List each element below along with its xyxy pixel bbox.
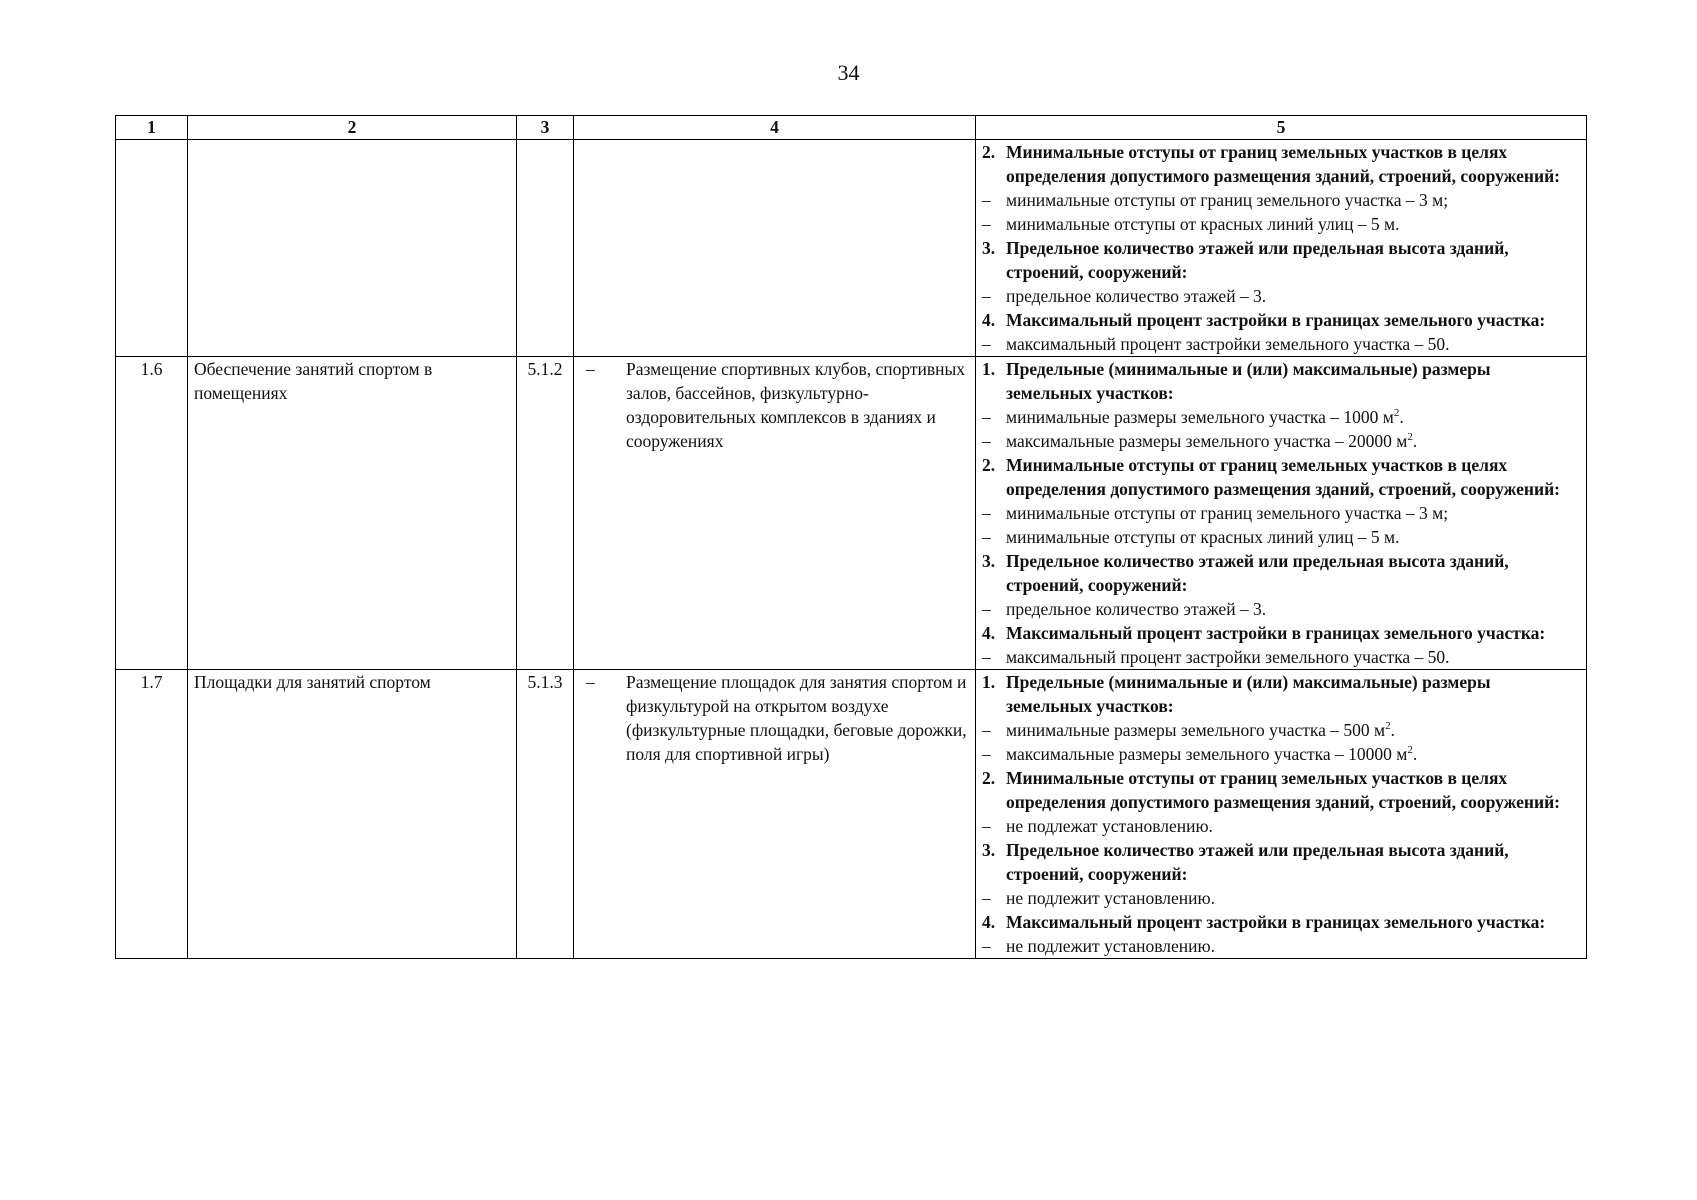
parameter-value-text: минимальные размеры земельного участка – 500 $м^2$. (1006, 720, 1395, 740)
description-text: Размещение спортивных клубов, спортивных залов, бассейнов, физкультурно-оздоровительных комплексов в зданиях и сооружениях (626, 359, 966, 451)
land-use-name: Обеспечение занятий спортом в помещениях (188, 357, 517, 670)
parameter-value (982, 742, 1580, 766)
parameter-title: Минимальные отступы от границ земельных участков в целях определения допустимого размещения зданий, строений, сооружений: (1006, 768, 1560, 812)
parameter-number: 3. (982, 238, 996, 258)
header-col-5: 5 (976, 116, 1587, 140)
parameter-number: 4. (982, 623, 996, 643)
table-row (116, 357, 1587, 670)
parameter-value (982, 405, 1580, 429)
parameter-value (982, 814, 1580, 838)
parameter-title: Максимальный процент застройки в границах земельного участка: (1006, 912, 1546, 932)
parameter-title: Максимальный процент застройки в границах земельного участка: (1006, 310, 1546, 330)
land-use-description (574, 140, 976, 357)
dash-bullet: – (586, 672, 595, 692)
parameter-value-text: максимальные размеры земельного участка – 10000 $м^2$. (1006, 744, 1418, 764)
parameter-value (982, 332, 1580, 356)
dash-bullet: – (982, 527, 991, 547)
parameter-number: 4. (982, 912, 996, 932)
parameter-value (982, 597, 1580, 621)
parameter-value (982, 501, 1580, 525)
parameter-heading (982, 453, 1580, 501)
dash-bullet: – (982, 936, 991, 956)
page-number: 34 (837, 60, 860, 85)
parameter-title: Минимальные отступы от границ земельных участков в целях определения допустимого размещения зданий, строений, сооружений: (1006, 142, 1560, 186)
parameter-number: 1. (982, 672, 996, 692)
land-use-description (574, 670, 976, 959)
parameter-value-text: не подлежат установлению. (1006, 816, 1213, 836)
parameter-heading (982, 236, 1580, 284)
dash-bullet: – (982, 190, 991, 210)
land-use-code (517, 140, 574, 357)
parameter-value (982, 886, 1580, 910)
land-use-code: 5.1.3 (517, 670, 574, 959)
regulations-table (115, 115, 1587, 959)
parameter-value (982, 284, 1580, 308)
parameter-number: 2. (982, 455, 996, 475)
dash-bullet: – (982, 214, 991, 234)
dash-bullet: – (982, 599, 991, 619)
parameter-heading (982, 621, 1580, 645)
land-use-code: 5.1.2 (517, 357, 574, 670)
parameter-value-text: максимальный процент застройки земельного участка – 50. (1006, 334, 1450, 354)
parameter-number: 3. (982, 551, 996, 571)
description-item (580, 670, 969, 766)
dash-bullet: – (982, 431, 991, 451)
dash-bullet: – (982, 647, 991, 667)
header-col-1: 1 (116, 116, 188, 140)
land-use-description (574, 357, 976, 670)
parameter-title: Предельное количество этажей или предельная высота зданий, строений, сооружений: (1006, 840, 1509, 884)
table-row (116, 140, 1587, 357)
parameter-value-text: не подлежит установлению. (1006, 936, 1215, 956)
dash-bullet: – (982, 720, 991, 740)
row-number: 1.7 (116, 670, 188, 959)
parameter-number: 2. (982, 768, 996, 788)
land-use-name (188, 140, 517, 357)
parameter-value-text: предельное количество этажей – 3. (1006, 286, 1267, 306)
parameter-value (982, 934, 1580, 958)
parameter-heading (982, 910, 1580, 934)
parameter-value-text: минимальные отступы от красных линий улиц – 5 м. (1006, 214, 1400, 234)
parameter-value (982, 188, 1580, 212)
row-number: 1.6 (116, 357, 188, 670)
parameter-value-text: не подлежит установлению. (1006, 888, 1215, 908)
parameter-value-text: минимальные отступы от красных линий улиц – 5 м. (1006, 527, 1400, 547)
land-use-name: Площадки для занятий спортом (188, 670, 517, 959)
parameter-value-text: максимальный процент застройки земельного участка – 50. (1006, 647, 1450, 667)
parameter-heading (982, 766, 1580, 814)
row-number (116, 140, 188, 357)
description-text: Размещение площадок для занятия спортом и физкультурой на открытом воздухе (физкультурные площадки, беговые дорожки, поля для спортивной игры) (626, 672, 967, 764)
header-col-2: 2 (188, 116, 517, 140)
dash-bullet: – (982, 503, 991, 523)
parameter-number: 2. (982, 142, 996, 162)
parameter-value (982, 429, 1580, 453)
dash-bullet: – (586, 359, 595, 379)
parameter-value (982, 212, 1580, 236)
parameter-value-text: минимальные размеры земельного участка – 1000 $м^2$. (1006, 407, 1404, 427)
parameters-cell (976, 140, 1587, 357)
parameter-heading (982, 308, 1580, 332)
parameter-title: Предельное количество этажей или предельная высота зданий, строений, сооружений: (1006, 238, 1509, 282)
parameter-value-text: минимальные отступы от границ земельного участка – 3 м; (1006, 503, 1449, 523)
parameter-title: Максимальный процент застройки в границах земельного участка: (1006, 623, 1546, 643)
parameter-title: Минимальные отступы от границ земельных участков в целях определения допустимого размещения зданий, строений, сооружений: (1006, 455, 1560, 499)
parameter-number: 3. (982, 840, 996, 860)
parameter-value (982, 645, 1580, 669)
parameter-value (982, 718, 1580, 742)
dash-bullet: – (982, 888, 991, 908)
parameter-title: Предельное количество этажей или предельная высота зданий, строений, сооружений: (1006, 551, 1509, 595)
parameter-title: Предельные (минимальные и (или) максимальные) размеры земельных участков: (1006, 672, 1491, 716)
parameter-heading (982, 838, 1580, 886)
header-row (116, 116, 1587, 140)
parameter-number: 4. (982, 310, 996, 330)
parameter-value-text: максимальные размеры земельного участка – 20000 $м^2$. (1006, 431, 1418, 451)
parameter-value (982, 525, 1580, 549)
parameter-heading (982, 670, 1580, 718)
parameter-heading (982, 140, 1580, 188)
parameter-value-text: минимальные отступы от границ земельного участка – 3 м; (1006, 190, 1449, 210)
parameters-cell (976, 670, 1587, 959)
parameter-value-text: предельное количество этажей – 3. (1006, 599, 1267, 619)
parameter-heading (982, 549, 1580, 597)
dash-bullet: – (982, 334, 991, 354)
header-col-4: 4 (574, 116, 976, 140)
parameter-number: 1. (982, 359, 996, 379)
dash-bullet: – (982, 286, 991, 306)
parameters-cell (976, 357, 1587, 670)
dash-bullet: – (982, 816, 991, 836)
description-item (580, 357, 969, 453)
dash-bullet: – (982, 744, 991, 764)
parameter-heading (982, 357, 1580, 405)
dash-bullet: – (982, 407, 991, 427)
parameter-title: Предельные (минимальные и (или) максимальные) размеры земельных участков: (1006, 359, 1491, 403)
table-row (116, 670, 1587, 959)
header-col-3: 3 (517, 116, 574, 140)
